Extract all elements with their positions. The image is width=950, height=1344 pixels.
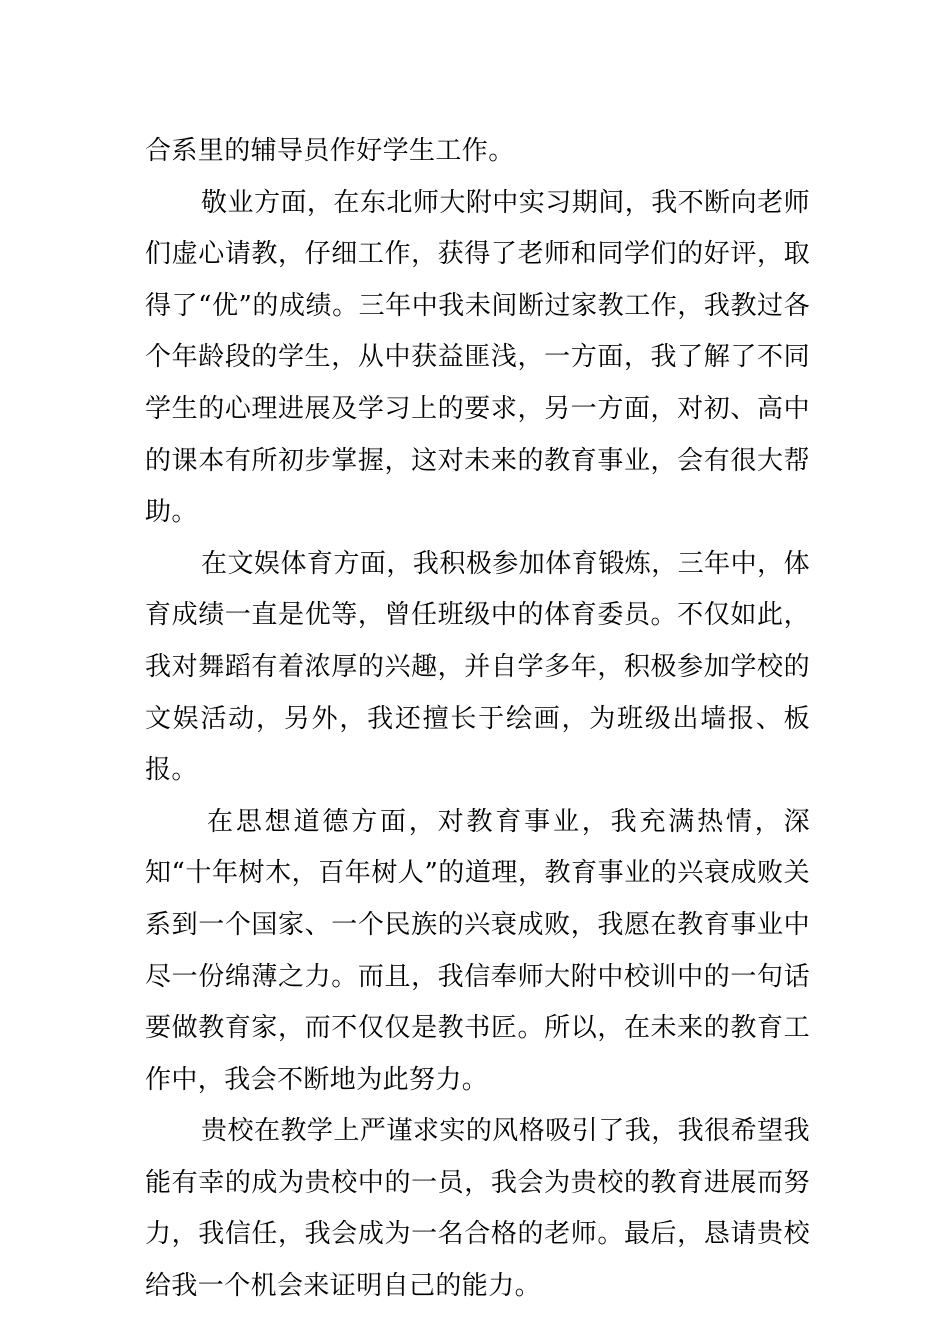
paragraph-morality: 在思想道德方面，对教育事业，我充满热情，深知“十年树木，百年树人”的道理，教育事业的兴衰成败关系到一个国家、一个民族的兴衰成败，我愿在教育事业中尽一份绵薄之力。而且，我信奉师大附中校训中的一句话要做教育家，而不仅仅是教书匠。所以，在未来的教育工作中，我会不断地为此努力。 bbox=[145, 806, 810, 1095]
paragraph-dedication: 敬业方面，在东北师大附中实习期间，我不断向老师们虚心请教，仔细工作，获得了老师和同学们的好评，取得了“优”的成绩。三年中我未间断过家教工作，我教过各个年龄段的学生，从中获益匪浅，一方面，我了解了不同学生的心理进展及学习上的要求，另一方面，对初、高中的课本有所初步掌握，这对未来的教育事业，会有很大帮助。 bbox=[145, 187, 810, 528]
letter-body bbox=[145, 126, 810, 1313]
paragraph-sports-arts: 在文娱体育方面，我积极参加体育锻炼，三年中，体育成绩一直是优等，曾任班级中的体育委员。不仅如此，我对舞蹈有着浓厚的兴趣，并自学多年，积极参加学校的文娱活动，另外，我还擅长于绘画，为班级出墙报、板报。 bbox=[145, 548, 810, 786]
paragraph-continuation: 合系里的辅导员作好学生工作。 bbox=[145, 136, 515, 166]
paragraph-closing: 贵校在教学上严谨求实的风格吸引了我，我很希望我能有幸的成为贵校中的一员，我会为贵校的教育进展而努力，我信任，我会成为一名合格的老师。最后，恳请贵校给我一个机会来证明自己的能力。 bbox=[145, 1116, 810, 1302]
